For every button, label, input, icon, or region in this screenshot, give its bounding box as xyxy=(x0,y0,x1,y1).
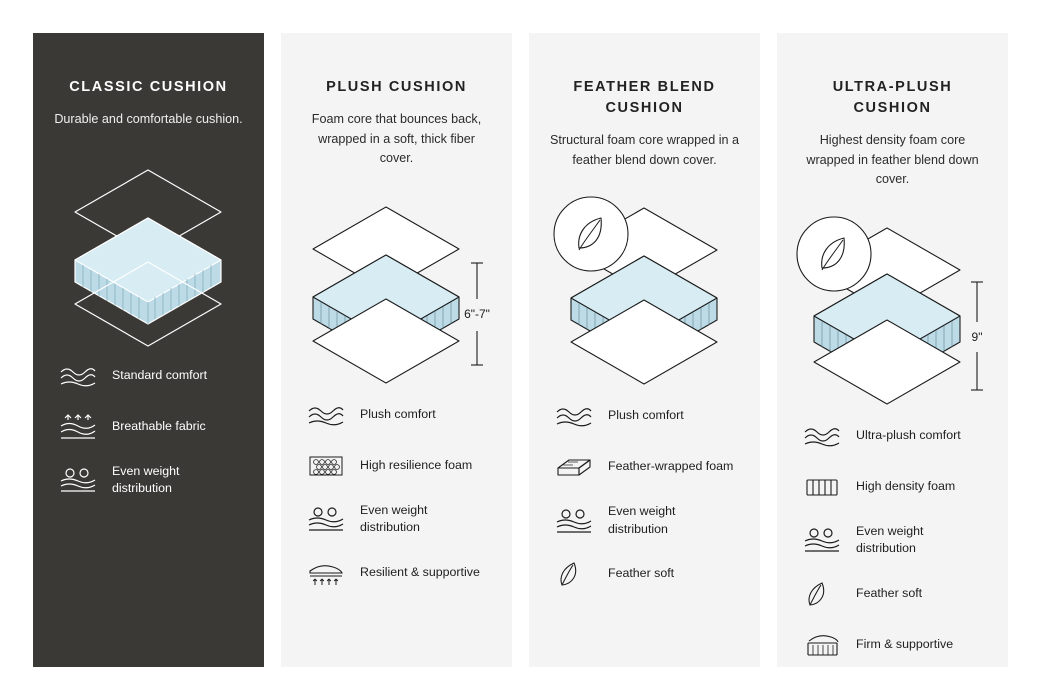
feature-label: Plush comfort xyxy=(608,408,684,423)
card-subtitle: Foam core that bounces back, wrapped in a soft, thick fiber cover. xyxy=(311,112,482,166)
feature-item xyxy=(307,558,490,588)
layer-diagram-plush xyxy=(281,179,512,394)
feature-label: Even weight distribution xyxy=(360,502,428,535)
feature-list-classic xyxy=(33,361,264,519)
high-density-foam-icon xyxy=(803,472,843,502)
feature-item xyxy=(803,579,986,609)
feature-label: Even weight distribution xyxy=(112,463,180,496)
feature-label: Ultra-plush comfort xyxy=(856,427,961,442)
layer-diagram-classic xyxy=(33,140,264,355)
feature-item xyxy=(59,361,242,391)
even-weight-icon xyxy=(803,525,843,555)
breathable-fabric-icon xyxy=(59,412,99,442)
feature-list-plush xyxy=(281,400,512,609)
leaf-icon xyxy=(555,559,595,589)
feature-label: Standard comfort xyxy=(112,367,208,382)
cushion-card-classic xyxy=(33,33,264,667)
feature-label: Even weight distribution xyxy=(856,523,924,556)
even-weight-icon xyxy=(555,506,595,536)
card-subtitle: Durable and comfortable cushion. xyxy=(54,112,243,127)
feature-list-feather-blend xyxy=(529,401,760,610)
card-subtitle: Structural foam core wrapped in a feather blend down cover. xyxy=(550,133,739,167)
feature-item xyxy=(59,463,242,498)
layer-diagram-ultra-plush xyxy=(777,200,1008,415)
card-title: PLUSH CUSHION xyxy=(326,79,467,95)
card-subtitle: Highest density foam core wrapped in feather blend down cover. xyxy=(806,133,979,187)
wave-icon xyxy=(555,401,595,431)
dimension-label: 9" xyxy=(971,329,983,344)
feature-label: Resilient & supportive xyxy=(360,564,480,579)
feature-label: High density foam xyxy=(856,478,956,493)
feature-list-ultra-plush xyxy=(777,421,1008,667)
feature-item xyxy=(803,472,986,502)
feature-item xyxy=(555,452,738,482)
wave-icon xyxy=(59,361,99,391)
feature-label: Even weight distribution xyxy=(608,504,676,536)
feature-item xyxy=(307,451,490,481)
feature-item xyxy=(555,401,738,431)
feature-item xyxy=(307,502,490,537)
feature-item xyxy=(59,412,242,442)
wave-icon xyxy=(803,421,843,451)
card-title: ULTRA-PLUSH CUSHION xyxy=(832,79,953,117)
feather-wrapped-foam-icon xyxy=(555,452,595,482)
even-weight-icon xyxy=(59,465,99,495)
card-title: CLASSIC CUSHION xyxy=(69,79,228,95)
feature-label: Feather soft xyxy=(608,566,675,581)
wave-icon xyxy=(307,400,347,430)
cushion-card-ultra-plush xyxy=(777,33,1008,667)
card-title: FEATHER BLEND CUSHION xyxy=(573,79,716,117)
dimension-label: 6"-7" xyxy=(464,306,490,321)
feature-label: Breathable fabric xyxy=(112,418,206,433)
feature-label: Feather soft xyxy=(856,585,923,600)
firm-support-icon xyxy=(803,630,843,660)
feature-item xyxy=(803,630,986,660)
even-weight-icon xyxy=(307,504,347,534)
layer-diagram-feather-blend xyxy=(529,180,760,395)
feature-label: High resilience foam xyxy=(360,457,473,472)
feature-label: Firm & supportive xyxy=(856,636,954,651)
feature-item xyxy=(555,503,738,538)
feature-item xyxy=(803,523,986,558)
honeycomb-foam-icon xyxy=(307,451,347,481)
cushion-card-plush xyxy=(281,33,512,667)
feature-item xyxy=(307,400,490,430)
feature-item xyxy=(803,421,986,451)
leaf-icon xyxy=(803,579,843,609)
feature-item xyxy=(555,559,738,589)
feature-label: Feather-wrapped foam xyxy=(608,459,734,474)
feature-label: Plush comfort xyxy=(360,406,436,421)
cushion-card-feather-blend xyxy=(529,33,760,667)
resilient-support-icon xyxy=(307,558,347,588)
